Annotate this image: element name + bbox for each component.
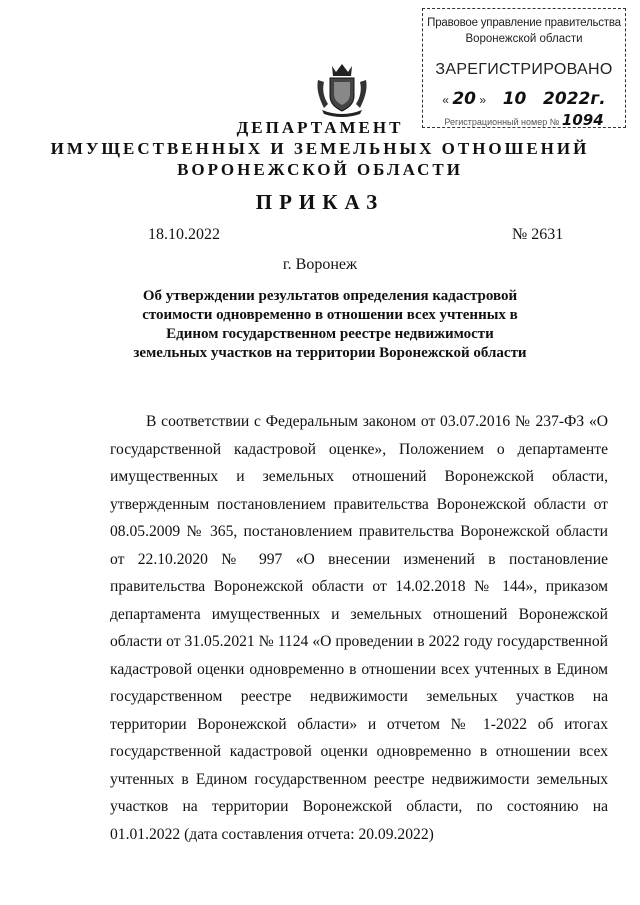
document-date: 18.10.2022 xyxy=(148,226,220,243)
document-city: г. Воронеж xyxy=(282,256,358,273)
document-number: № 2631 xyxy=(512,226,564,243)
stamp-date-close: » xyxy=(479,93,487,107)
document-type: ПРИКАЗ xyxy=(255,190,385,214)
stamp-registered: ЗАРЕГИСТРИРОВАНО xyxy=(435,61,613,78)
stamp-org-line2: Воронежской области xyxy=(465,33,583,45)
department-line3: ВОРОНЕЖСКОЙ ОБЛАСТИ xyxy=(177,160,463,179)
registration-stamp xyxy=(422,8,626,128)
department-line1: ДЕПАРТАМЕНТ xyxy=(236,118,404,137)
department-line2: ИМУЩЕСТВЕННЫХ И ЗЕМЕЛЬНЫХ ОТНОШЕНИЙ xyxy=(50,139,590,158)
stamp-org-line1: Правовое управление правительства xyxy=(427,17,621,29)
stamp-date-month: 10 xyxy=(502,89,527,109)
stamp-date-year: 2022г. xyxy=(543,89,606,109)
stamp-date-open: « xyxy=(442,93,449,107)
coat-of-arms-icon xyxy=(314,60,370,118)
document-body: В соответствии с Федеральным законом от 03.07.2016 № 237-ФЗ «О государственной кадастровой оценке», Положением о департаменте имущественных и земельных отношений Воронежской области, утвержденным постановлением правительства Воронежской области от 08.05.2009 № 365, постановлением правительства Воронежской области от 22.10.2020 № 997 «О внесении изменений в постановление правительства Воронежской области от 14.02.2018 № 144», приказом департамента имущественных и земельных отношений Воронежской области от 31.05.2021 № 1124 «О проведении в 2022 году государственной кадастровой оценки одновременно в отношении всех учтенных в Едином государственном реестре недвижимости земельных участков на территории Воронежской области» и отчетом № 1-2022 об итогах государственной кадастровой оценки одновременно в отношении всех учтенных в Едином государственном реестре недвижимости земельных участков на территории Воронежской области, по состоянию на 01.01.2022 (дата составления отчета: 20.09.2022) xyxy=(110,413,608,843)
document-title: Об утверждении результатов определения кадастровой стоимости одновременно в отношении всех учтенных в Едином государственном реестре недвижимости земельных участков на территории Воронежской области xyxy=(133,288,527,361)
stamp-date-day: 20 xyxy=(452,89,476,109)
stamp-date xyxy=(423,89,625,109)
stamp-reg-value: 1094 xyxy=(561,111,604,129)
stamp-reg-label: Регистрационный номер № xyxy=(444,117,560,127)
